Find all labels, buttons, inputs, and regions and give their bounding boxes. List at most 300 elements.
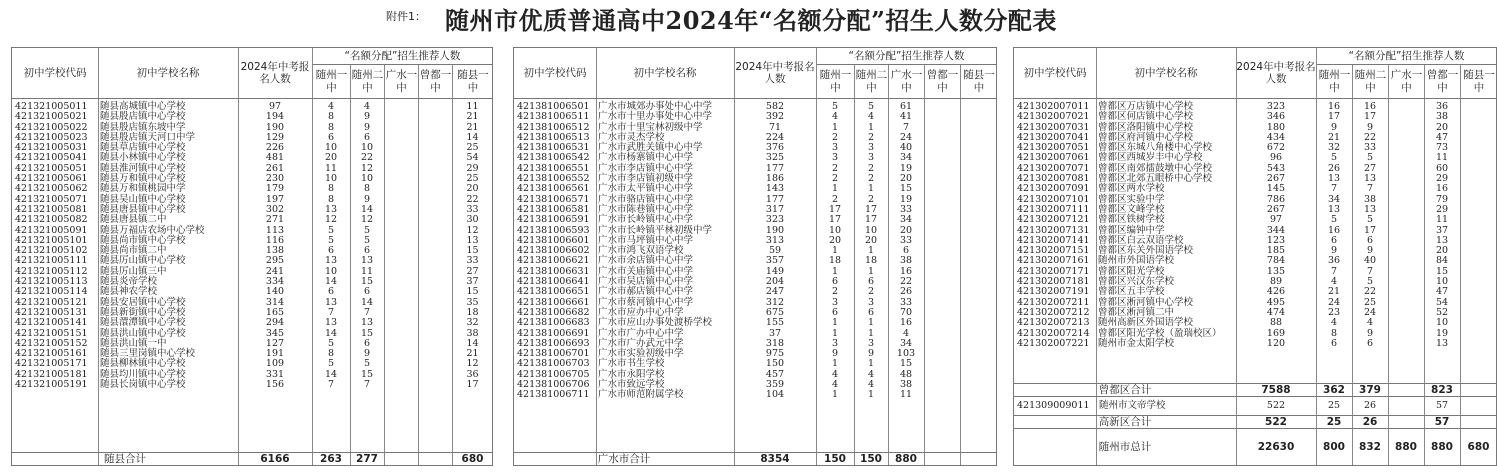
cell-code: 421381006591 [517, 214, 590, 226]
cell-gs1: 103 [896, 348, 916, 360]
header-school-name: 初中学校名称 [633, 67, 697, 79]
cell-code: 421381006682 [517, 306, 590, 318]
cell-code: 421381006593 [517, 224, 590, 236]
cell-sz2: 4 [867, 368, 875, 380]
cell-gs1: 33 [899, 296, 913, 308]
cell-exam: 975 [765, 348, 785, 360]
cell-sx1: 14 [466, 131, 479, 143]
cell-sx1: 21 [466, 348, 479, 360]
cell-code: 421381006561 [517, 183, 590, 195]
cell-name: 曾都区铁树学校 [1098, 214, 1165, 226]
cell-exam: 180 [1266, 121, 1286, 133]
cell-code: 421302007111 [1017, 203, 1090, 215]
cell-sz2: 3 [867, 337, 875, 349]
cell-exam: 325 [765, 152, 785, 164]
table-header [12, 48, 492, 99]
cell-name: 广水市广办武元中学 [598, 337, 684, 349]
cell-sz2: 15 [360, 327, 374, 339]
cell-gs1: 26 [899, 286, 913, 298]
total-label: 随县合计 [104, 453, 146, 465]
cell-code: 421381006552 [517, 173, 590, 185]
cell-exam: 89 [1269, 276, 1283, 288]
cell-sz1: 6 [327, 131, 335, 143]
header-school-0: 随州一中 [312, 65, 350, 98]
cell-zd1: 29 [1435, 173, 1449, 185]
cell-exam: 376 [765, 142, 785, 154]
gaoxin-cell: 57 [1435, 400, 1449, 411]
cell-name: 随县柳林镇中心学校 [100, 358, 186, 370]
cell-sz1: 6 [327, 245, 335, 257]
cell-name: 广水市十里办事处中心中学 [598, 111, 713, 123]
cell-exam: 318 [765, 337, 785, 349]
cell-code: 421321005161 [15, 348, 88, 360]
cell-exam: 109 [265, 358, 285, 370]
cell-exam: 323 [1266, 101, 1286, 112]
cell-exam: 295 [265, 255, 285, 267]
cell-sz2: 17 [864, 203, 878, 215]
cell-code: 421381006511 [517, 111, 590, 123]
cell-name: 广水市李店镇初级中学 [598, 173, 694, 185]
cell-sz2: 1 [867, 245, 875, 257]
cell-zd1: 47 [1435, 131, 1449, 143]
cell-gs1: 15 [899, 358, 913, 370]
cell-name: 曾都区文峰学校 [1098, 203, 1165, 215]
cell-code: 421321005071 [15, 193, 88, 205]
cell-sz1: 1 [831, 389, 839, 401]
table-row [1014, 318, 1496, 328]
cell-sz2: 13 [360, 255, 374, 267]
cell-name: 随州市外国语学校 [1098, 255, 1175, 267]
cell-sz1: 13 [324, 317, 338, 329]
cell-zd1: 79 [1435, 193, 1449, 205]
cell-code: 421321005141 [15, 317, 88, 329]
cell-code: 421321005031 [15, 142, 88, 154]
cell-exam: 314 [265, 296, 285, 308]
cell-sx1: 17 [466, 379, 479, 391]
cell-name: 随县殷店镇天河口中学 [100, 131, 196, 143]
header-school-4: 随县一中 [960, 65, 997, 98]
cell-zd1: 16 [1435, 183, 1449, 195]
cell-code: 421381006571 [517, 193, 590, 205]
cell-exam: 672 [1266, 142, 1286, 154]
header-exam-count: 2024年中考报名人数 [240, 61, 310, 85]
column-divider [1316, 48, 1317, 98]
cell-exam: 165 [265, 306, 285, 318]
cell-sz1: 3 [831, 152, 839, 164]
cell-sz2: 7 [363, 306, 371, 318]
header-school-3: 曾都一中 [1424, 65, 1460, 98]
cell-sz2: 27 [1363, 162, 1377, 174]
cell-code: 421302007161 [1017, 255, 1090, 267]
cell-gs1: 15 [899, 183, 913, 195]
cell-name: 广水市关庙镇中心中学 [598, 265, 694, 277]
cell-sz1: 2 [831, 173, 839, 185]
cell-code: 421321005062 [15, 183, 88, 195]
cell-sz1: 16 [1327, 101, 1341, 112]
cell-sz2: 5 [1366, 276, 1374, 288]
cell-exam: 185 [1266, 245, 1286, 257]
cell-sz1: 1 [831, 265, 839, 277]
cell-zd1: 20 [1435, 245, 1449, 257]
cell-gs1: 33 [899, 234, 913, 246]
cell-name: 曾都区北郊五眼桥中心学校 [1098, 173, 1213, 185]
cell-exam: 786 [1266, 193, 1286, 205]
table-zengdu [1013, 47, 1497, 466]
total-value: 263 [320, 453, 342, 465]
cell-sz2: 14 [360, 296, 374, 308]
cell-exam: 784 [1266, 255, 1286, 267]
cell-sz1: 10 [324, 173, 338, 185]
total-value: 880 [895, 453, 917, 465]
cell-zd1: 10 [1435, 317, 1449, 329]
cell-name: 随县均川镇中心学校 [100, 368, 186, 380]
cell-sz2: 2 [867, 286, 875, 298]
cell-exam: 204 [765, 276, 785, 288]
cell-name: 曾都区白云双语学校 [1098, 234, 1184, 246]
cell-code: 421321005114 [15, 286, 88, 298]
header-exam-count: 2024年中考报名人数 [735, 61, 815, 85]
cell-exam: 267 [1266, 203, 1286, 215]
cell-sx1: 37 [466, 276, 479, 288]
total-label: 曾都区合计 [1098, 384, 1152, 396]
cell-name: 广水市书生学校 [598, 358, 665, 370]
cell-sz2: 1 [867, 389, 875, 401]
cell-exam: 247 [765, 286, 785, 298]
cell-sz1: 9 [1330, 121, 1338, 133]
cell-sz1: 1 [831, 183, 839, 195]
cell-code: 421381006631 [517, 265, 590, 277]
cell-sz1: 3 [831, 142, 839, 154]
cell-code: 421302007191 [1017, 286, 1090, 298]
cell-sz1: 11 [324, 162, 338, 174]
cell-code: 421381006501 [517, 101, 590, 112]
cell-sz1: 24 [1327, 296, 1341, 308]
cell-exam: 191 [265, 348, 285, 360]
cell-gs1: 19 [899, 162, 913, 174]
total-row [514, 452, 996, 465]
cell-sz1: 9 [1330, 245, 1338, 257]
cell-sz2: 6 [1366, 234, 1374, 246]
cell-sz2: 4 [363, 101, 371, 112]
cell-sx1: 12 [466, 358, 479, 370]
cell-sz1: 34 [1327, 193, 1341, 205]
cell-exam: 331 [265, 368, 285, 380]
cell-zd1: 52 [1435, 306, 1449, 318]
cell-gs1: 70 [899, 306, 913, 318]
column-divider [1096, 397, 1097, 415]
cell-name: 曾都区南郊擂鼓墩中心学校 [1098, 162, 1213, 174]
total-value: 800 [1323, 441, 1345, 453]
cell-zd1: 54 [1435, 296, 1449, 308]
cell-code: 421321005082 [15, 214, 88, 226]
cell-exam: 129 [265, 131, 285, 143]
cell-name: 广水市长岭镇中心中学 [598, 214, 694, 226]
cell-sz1: 4 [831, 379, 839, 391]
cell-sz1: 4 [1330, 317, 1338, 329]
cell-exam: 346 [1266, 111, 1286, 123]
cell-sz1: 13 [1327, 173, 1341, 185]
cell-sz1: 17 [1327, 111, 1341, 123]
cell-code: 421302007171 [1017, 265, 1090, 277]
cell-code: 421302007041 [1017, 131, 1090, 143]
cell-gs1: 20 [899, 173, 913, 185]
cell-exam: 135 [1266, 265, 1286, 277]
cell-name: 随县殷店镇中心学校 [100, 111, 186, 123]
cell-sz2: 9 [363, 193, 371, 205]
cell-code: 421302007181 [1017, 276, 1090, 288]
cell-sz1: 8 [327, 348, 335, 360]
cell-name: 随县厉山镇三中 [100, 265, 167, 277]
cell-sz1: 3 [831, 296, 839, 308]
cell-gs1: 6 [902, 245, 910, 257]
header-exam-count: 2024年中考报名人数 [1236, 61, 1316, 85]
cell-zd1: 19 [1435, 327, 1449, 339]
cell-code: 421321005131 [15, 306, 88, 318]
cell-name: 随州市金太阳学校 [1098, 337, 1175, 349]
cell-name: 广水市骆店镇中心中学 [598, 193, 694, 205]
cell-name: 广水市应山办事处渡桥学校 [598, 317, 713, 329]
gaoxin-cell: 421309009011 [1017, 400, 1090, 411]
column-divider [1236, 48, 1237, 98]
table-row [514, 390, 996, 400]
cell-gs1: 19 [899, 193, 913, 205]
cell-exam: 156 [265, 379, 285, 391]
cell-sz1: 2 [831, 286, 839, 298]
cell-sx1: 11 [466, 101, 479, 112]
header-school-code: 初中学校代码 [523, 67, 587, 79]
cell-sz2: 2 [867, 173, 875, 185]
cell-sz2: 10 [864, 224, 878, 236]
cell-code: 421381006683 [517, 317, 590, 329]
cell-name: 曾都区阳光学校（盈瑞校区） [1098, 327, 1222, 339]
cell-sz2: 22 [1363, 286, 1377, 298]
cell-name: 广水市吴店镇中心中学 [598, 276, 694, 288]
cell-sx1: 25 [466, 142, 479, 154]
cell-exam: 140 [265, 286, 285, 298]
cell-sz2: 2 [867, 131, 875, 143]
cell-name: 随县厉山镇中心学校 [100, 255, 186, 267]
cell-exam: 59 [768, 245, 782, 257]
cell-name: 随县万和镇桃园中学 [100, 183, 186, 195]
cell-code: 421381006551 [517, 162, 590, 174]
cell-sz2: 5 [363, 234, 371, 246]
cell-sz2: 14 [360, 203, 374, 215]
attachment-label: 附件1： [386, 10, 426, 23]
cell-name: 曾都区西城岁丰中心学校 [1098, 152, 1203, 164]
cell-exam: 457 [765, 368, 785, 380]
cell-sz1: 8 [327, 183, 335, 195]
column-divider [1388, 397, 1389, 415]
cell-name: 广水市余店镇中心中学 [598, 255, 694, 267]
cell-sz1: 1 [831, 358, 839, 370]
header-school-name: 初中学校名称 [1134, 67, 1198, 79]
cell-sz1: 26 [1327, 162, 1341, 174]
cell-code: 421302007051 [1017, 142, 1090, 154]
total-value: 26 [1362, 416, 1378, 428]
total-value: 379 [1359, 384, 1381, 396]
cell-name: 广水市杨寨镇中心中学 [598, 152, 694, 164]
total-value: 362 [1323, 384, 1345, 396]
cell-gs1: 16 [899, 317, 913, 329]
cell-sz1: 1 [831, 245, 839, 257]
cell-name: 曾都区五丰学校 [1098, 286, 1165, 298]
column-divider [384, 453, 385, 465]
total-value: 25 [1326, 416, 1342, 428]
cell-code: 421321005121 [15, 296, 88, 308]
cell-code: 421321005081 [15, 203, 88, 215]
column-divider [924, 453, 925, 465]
cell-sz2: 1 [867, 265, 875, 277]
cell-code: 421381006706 [517, 379, 590, 391]
cell-code: 421321005112 [15, 265, 88, 277]
header-quota-group: “名额分配”招生推荐人数 [816, 48, 997, 65]
cell-code: 421381006601 [517, 234, 590, 246]
cell-sx1: 29 [466, 162, 479, 174]
cell-sz2: 24 [1363, 306, 1377, 318]
row-list [12, 102, 492, 390]
cell-sz1: 3 [831, 337, 839, 349]
cell-sz2: 33 [1363, 142, 1377, 154]
cell-sx1: 15 [466, 245, 479, 257]
cell-code: 421302007081 [1017, 173, 1090, 185]
header-school-2: 广水一中 [888, 65, 924, 98]
grand-total-row [1014, 428, 1496, 465]
cell-exam: 120 [1266, 337, 1286, 349]
cell-sx1: 25 [466, 173, 479, 185]
cell-sz2: 1 [867, 317, 875, 329]
table-header [514, 48, 996, 99]
header-school-2: 广水一中 [384, 65, 418, 98]
column-divider [98, 48, 99, 98]
cell-name: 随县尚市镇二中 [100, 245, 167, 257]
cell-exam: 267 [1266, 173, 1286, 185]
gaoxin-cell: 25 [1327, 400, 1341, 411]
cell-gs1: 41 [899, 111, 913, 123]
cell-name: 随州高新区外国语学校 [1098, 317, 1194, 329]
cell-code: 421302007214 [1017, 327, 1090, 339]
cell-code: 421321005022 [15, 121, 88, 133]
cell-gs1: 4 [902, 327, 910, 339]
cell-code: 421321005041 [15, 152, 88, 164]
cell-name: 广水市马坪镇中心中学 [598, 234, 694, 246]
cell-name: 曾都区东关外国语学校 [1098, 245, 1194, 257]
cell-name: 随县唐县镇二中 [100, 214, 167, 226]
cell-sz1: 8 [327, 111, 335, 123]
cell-sz2: 4 [867, 111, 875, 123]
cell-code: 421381006661 [517, 296, 590, 308]
gaoxin-cell: 随州市文帝学校 [1099, 400, 1166, 411]
header-school-code: 初中学校代码 [23, 67, 87, 79]
cell-code: 421321005191 [15, 379, 88, 391]
cell-sz2: 13 [1363, 203, 1377, 215]
cell-sz1: 20 [828, 234, 842, 246]
total-value: 880 [1431, 441, 1453, 453]
cell-sz2: 9 [363, 348, 371, 360]
header-quota-group: “名额分配”招生推荐人数 [1316, 48, 1497, 65]
cell-sz2: 6 [363, 286, 371, 298]
cell-code: 421302007071 [1017, 162, 1090, 174]
cell-sz1: 36 [1327, 255, 1341, 267]
cell-code: 421381006621 [517, 255, 590, 267]
column-divider [1388, 384, 1389, 396]
cell-zd1: 36 [1435, 101, 1449, 112]
table-body [1014, 99, 1496, 383]
gaoxin-cell: 26 [1363, 400, 1377, 411]
cell-sz2: 1 [867, 183, 875, 195]
cell-zd1: 20 [1435, 121, 1449, 133]
total-value: 880 [1395, 441, 1417, 453]
cell-gs1: 34 [899, 152, 913, 164]
cell-gs1: 38 [899, 255, 913, 267]
cell-exam: 226 [265, 142, 285, 154]
cell-name: 广水市城郊办事处中心中学 [598, 101, 713, 112]
cell-code: 421302007021 [1017, 111, 1090, 123]
cell-sz1: 13 [324, 255, 338, 267]
cell-code: 421302007061 [1017, 152, 1090, 164]
cell-sz1: 6 [1330, 234, 1338, 246]
cell-sz2: 8 [363, 183, 371, 195]
cell-sz2: 20 [864, 234, 878, 246]
cell-sz2: 9 [1366, 327, 1374, 339]
cell-zd1: 84 [1435, 255, 1449, 267]
cell-name: 随县长岗镇中心学校 [100, 379, 186, 391]
cell-code: 421321005061 [15, 173, 88, 185]
cell-exam: 434 [1266, 131, 1286, 143]
cell-name: 曾都区阳光学校 [1098, 265, 1165, 277]
column-divider [418, 453, 419, 465]
cell-code: 421381006705 [517, 368, 590, 380]
cell-exam: 344 [1266, 224, 1286, 236]
cell-sz1: 5 [1330, 152, 1338, 164]
cell-exam: 675 [765, 306, 785, 318]
cell-sz2: 10 [360, 142, 374, 154]
cell-code: 421302007151 [1017, 245, 1090, 257]
cell-exam: 312 [765, 296, 785, 308]
total-value: 150 [860, 453, 882, 465]
cell-exam: 294 [265, 317, 285, 329]
cell-code: 421302007031 [1017, 121, 1090, 133]
cell-sz2: 13 [360, 317, 374, 329]
cell-sz2: 9 [363, 111, 371, 123]
cell-sz2: 2 [867, 193, 875, 205]
cell-name: 广水市灵杰学校 [598, 131, 665, 143]
total-value: 832 [1359, 441, 1381, 453]
cell-name: 广水市郝店镇中心中学 [598, 286, 694, 298]
cell-sz1: 17 [828, 203, 842, 215]
cell-sz1: 2 [831, 131, 839, 143]
header-school-0: 随州一中 [816, 65, 854, 98]
cell-sx1: 54 [466, 152, 479, 164]
cell-name: 随县万和镇中心学校 [100, 173, 186, 185]
row-list [514, 102, 996, 401]
cell-name: 随县安居镇中心学校 [100, 296, 186, 308]
cell-name: 曾都区实验中学 [1098, 193, 1165, 205]
cell-sz1: 6 [831, 306, 839, 318]
cell-sz2: 15 [360, 368, 374, 380]
total-row [12, 452, 492, 465]
cell-sz1: 6 [327, 286, 335, 298]
cell-sz2: 5 [1366, 152, 1374, 164]
cell-name: 随县殷店镇东坡中学 [100, 121, 186, 133]
cell-sx1: 20 [466, 183, 479, 195]
cell-exam: 495 [1266, 296, 1286, 308]
cell-code: 421381006602 [517, 245, 590, 257]
header-quota-group: “名额分配”招生推荐人数 [312, 48, 493, 65]
cell-exam: 155 [765, 317, 785, 329]
header-school-4: 随县一中 [1460, 65, 1497, 98]
cell-code: 421381006693 [517, 337, 590, 349]
cell-code: 421381006513 [517, 131, 590, 143]
